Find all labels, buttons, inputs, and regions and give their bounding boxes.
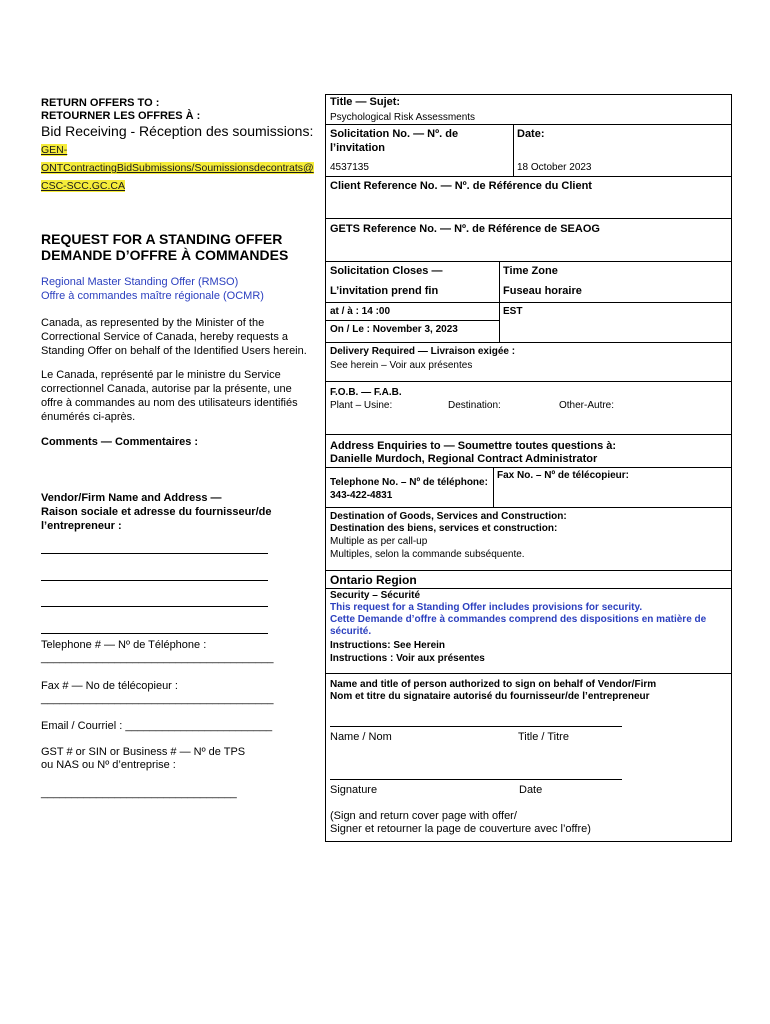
canada-request-fr: Le Canada, représenté par le ministre du Service correctionnel Canada, autorise par la présente, une offre à commandes au nom des utilisateurs identifiés énumérés ci-après.: [41, 369, 298, 423]
row-sep: [499, 302, 732, 303]
phone-value: 343-422-4831: [330, 490, 393, 501]
form-left-border: [325, 94, 326, 842]
row-sep: [325, 218, 732, 219]
security-en: This request for a Standing Offer includes provisions for security.: [330, 602, 643, 613]
date-value: 18 October 2023: [517, 162, 592, 173]
row-sep: [325, 381, 732, 382]
title-label: Title — Sujet:: [330, 96, 401, 108]
row-sep: [325, 673, 732, 674]
fob-plant: Plant – Usine:: [330, 400, 393, 411]
col-sep: [493, 467, 494, 507]
destination-label-fr: Destination des biens, services et construction:: [330, 523, 558, 534]
gets-reference-label: GETS Reference No. — Nº. de Référence de SEAOG: [330, 223, 600, 235]
comments-label: Comments — Commentaires :: [41, 436, 199, 448]
gst-label-l1: GST # or SIN or Business # — Nº de TPS: [41, 746, 246, 758]
solicitation-no-value: 4537135: [330, 162, 369, 173]
request-title-en: REQUEST FOR A STANDING OFFER: [41, 231, 283, 247]
canada-request-en: Canada, as represented by the Minister of the Correctional Service of Canada, hereby requests a Standing Offer on behalf of the Identified Users herein.: [41, 317, 307, 357]
bid-receiving: Bid Receiving - Réception des soumissions:: [41, 123, 314, 139]
destination-value-fr: Multiples, selon la commande subséquente.: [330, 549, 525, 560]
row-sep: [325, 302, 500, 303]
vendor-line-1[interactable]: [41, 553, 268, 554]
closes-time: at / à : 14 :00: [330, 306, 391, 317]
enquiries-contact: Danielle Murdoch, Regional Contract Administrator: [330, 453, 598, 465]
closes-date: On / Le : November 3, 2023: [330, 324, 458, 335]
vendor-label: [41, 491, 271, 533]
gst-label-l2: ou NAS ou Nº d’entreprise :: [41, 759, 176, 771]
row-sep: [325, 467, 732, 468]
form-top-border: [325, 94, 732, 95]
closes-label-l1: Solicitation Closes —: [330, 265, 443, 277]
fax-no-label: Fax No. – Nº de télécopieur:: [497, 470, 630, 481]
vendor-label-l3: l’entrepreneur :: [41, 520, 122, 532]
security-label: Security – Sécurité: [330, 590, 421, 601]
name-label: Name / Nom: [330, 731, 392, 743]
form-right-border: [731, 94, 732, 842]
return-offers-en: RETURN OFFERS TO :: [41, 97, 160, 109]
row-sep: [325, 176, 732, 177]
row-sep: [325, 588, 732, 589]
rmso-fr: Offre à commandes maître régionale (OCMR): [41, 290, 264, 302]
enquiries-label: Address Enquiries to — Soumettre toutes questions à:: [330, 440, 617, 452]
signatory-label-fr: Nom et titre du signataire autorisé du fournisseur/de l’entrepreneur: [330, 691, 650, 702]
fax-label: Fax # — No de télécopieur :: [41, 680, 178, 692]
row-sep: [325, 342, 732, 343]
solicitation-no-label-l1: Solicitation No. — Nº. de: [330, 128, 459, 140]
row-sep: [325, 570, 732, 571]
phone-label: Telephone No. – Nº de téléphone:: [330, 477, 488, 488]
form-bottom-border: [325, 841, 732, 842]
region-label: Ontario Region: [330, 573, 417, 587]
title-value: Psychological Risk Assessments: [330, 112, 476, 123]
signature-date-label: Date: [519, 784, 543, 796]
vendor-line-3[interactable]: [41, 606, 268, 607]
gst-field[interactable]: ________________________________: [41, 787, 237, 799]
signature-line[interactable]: [330, 779, 622, 780]
rmso-en: Regional Master Standing Offer (RMSO): [41, 276, 239, 288]
date-label: Date:: [517, 128, 545, 140]
request-title-fr: DEMANDE D’OFFRE À COMMANDES: [41, 247, 289, 263]
timezone-value: EST: [503, 306, 523, 317]
row-sep: [325, 261, 732, 262]
client-reference-label: Client Reference No. — Nº. de Référence du Client: [330, 180, 592, 192]
email-line-3[interactable]: CSC-SCC.GC.CA: [41, 180, 126, 192]
signatory-label-en: Name and title of person authorized to sign on behalf of Vendor/Firm: [330, 679, 657, 690]
security-fr: Cette Demande d’offre à commandes comprend des dispositions en matière de sécurité.: [330, 614, 707, 637]
row-sep: [325, 507, 732, 508]
telephone-label: Telephone # — Nº de Téléphone :: [41, 639, 207, 651]
timezone-label-l2: Fuseau horaire: [503, 285, 582, 297]
vendor-line-4[interactable]: [41, 633, 268, 634]
destination-label-en: Destination of Goods, Services and Construction:: [330, 511, 567, 522]
instructions-fr: Instructions : Voir aux présentes: [330, 653, 485, 664]
delivery-label: Delivery Required — Livraison exigée :: [330, 346, 516, 357]
fob-destination: Destination:: [448, 400, 501, 411]
delivery-value: See herein – Voir aux présentes: [330, 360, 473, 371]
solicitation-no-label-l2: l’invitation: [330, 142, 385, 154]
return-offers-fr: RETOURNER LES OFFRES À :: [41, 110, 201, 122]
closes-label-l2: L’invitation prend fin: [330, 285, 439, 297]
email-line-1[interactable]: GEN-: [41, 144, 68, 156]
vendor-label-l1: Vendor/Firm Name and Address —: [41, 492, 222, 504]
fob-label: F.O.B. — F.A.B.: [330, 387, 402, 398]
solicitation-no-label: [330, 127, 458, 155]
row-sep: [325, 434, 732, 435]
title-field-label: Title / Titre: [518, 731, 569, 743]
timezone-label-l1: Time Zone: [503, 265, 558, 277]
vendor-label-l2: Raison sociale et adresse du fournisseur/de: [41, 506, 272, 518]
fob-other: Other-Autre:: [559, 400, 615, 411]
email-field[interactable]: Email / Courriel : ________________________: [41, 720, 273, 732]
name-title-line[interactable]: [330, 726, 622, 727]
destination-value-en: Multiple as per call-up: [330, 536, 428, 547]
col-sep: [513, 124, 514, 176]
email-line-2[interactable]: ONTContractingBidSubmissions/Soumissionsdecontrats@: [41, 162, 314, 174]
vendor-line-2[interactable]: [41, 580, 268, 581]
return-note-en: (Sign and return cover page with offer/: [330, 810, 517, 822]
fax-field[interactable]: ______________________________________: [41, 693, 274, 705]
return-note-fr: Signer et retourner la page de couverture avec l’offre): [330, 823, 591, 835]
row-sep: [325, 320, 500, 321]
row-sep: [325, 124, 732, 125]
instructions-en: Instructions: See Herein: [330, 640, 446, 651]
telephone-field[interactable]: ______________________________________: [41, 652, 274, 664]
bid-email[interactable]: [41, 140, 326, 194]
signature-label: Signature: [330, 784, 378, 796]
